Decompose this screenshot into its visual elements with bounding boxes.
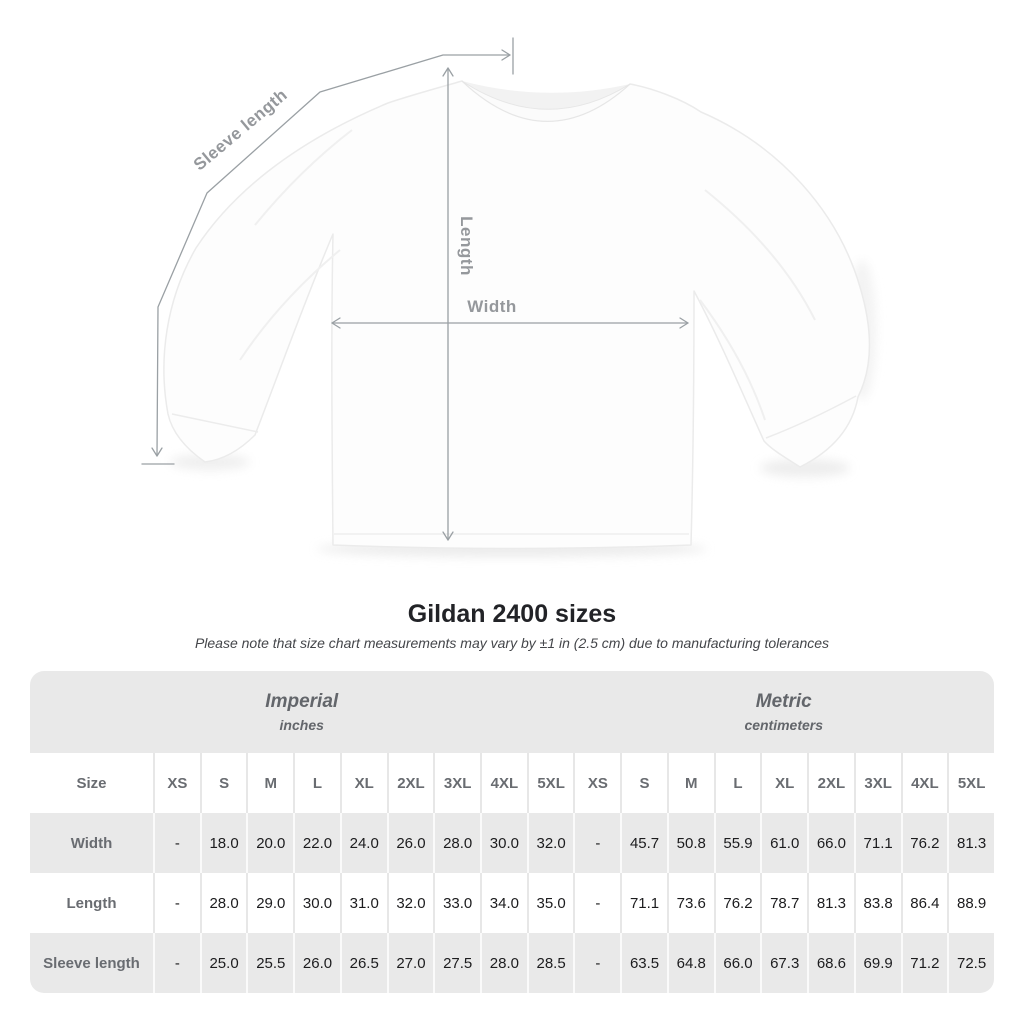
measurement-value: 69.9: [854, 933, 901, 993]
measurement-value: 66.0: [714, 933, 761, 993]
measurement-value: 25.5: [246, 933, 293, 993]
unit-header-row: [30, 671, 994, 753]
measurement-value: 30.0: [293, 873, 340, 933]
measurement-value: 67.3: [760, 933, 807, 993]
measurement-value: 31.0: [340, 873, 387, 933]
measurement-value: 45.7: [620, 813, 667, 873]
measurement-value: 64.8: [667, 933, 714, 993]
measurement-value: 55.9: [714, 813, 761, 873]
size-header-imperial-s: S: [200, 753, 247, 813]
measurement-value: -: [573, 813, 620, 873]
measurement-value: 30.0: [480, 813, 527, 873]
size-column-header: Size: [30, 753, 153, 813]
size-header-metric-m: M: [667, 753, 714, 813]
tolerance-note: Please note that size chart measurements may vary by ±1 in (2.5 cm) due to manufacturing tolerances: [194, 635, 830, 651]
inches-label: inches: [279, 717, 324, 733]
measurement-value: 20.0: [246, 813, 293, 873]
measurement-value: 28.5: [527, 933, 574, 993]
measurement-value: 25.0: [200, 933, 247, 993]
measurement-value: 81.3: [947, 813, 994, 873]
size-header-metric-4xl: 4XL: [901, 753, 948, 813]
measurement-value: 26.0: [293, 933, 340, 993]
measurement-value: 33.0: [433, 873, 480, 933]
page-title: Gildan 2400 sizes: [407, 600, 617, 628]
size-header-imperial-xl: XL: [340, 753, 387, 813]
measurement-value: 35.0: [527, 873, 574, 933]
size-header-metric-2xl: 2XL: [807, 753, 854, 813]
unit-group-metric: [573, 671, 994, 753]
size-header-metric-5xl: 5XL: [947, 753, 994, 813]
measurement-value: 73.6: [667, 873, 714, 933]
measurement-value: 34.0: [480, 873, 527, 933]
measurement-value: 32.0: [527, 813, 574, 873]
measurement-value: 76.2: [714, 873, 761, 933]
size-header-metric-xs: XS: [573, 753, 620, 813]
imperial-label: Imperial: [265, 691, 339, 712]
measurement-value: 71.2: [901, 933, 948, 993]
centimeters-label: centimeters: [744, 717, 824, 733]
measurement-value: 83.8: [854, 873, 901, 933]
size-header-metric-3xl: 3XL: [854, 753, 901, 813]
measurement-value: 86.4: [901, 873, 948, 933]
measurement-value: -: [153, 813, 200, 873]
measurement-value: 50.8: [667, 813, 714, 873]
sleeve-length-label: Sleeve length: [189, 85, 292, 175]
measurement-value: 81.3: [807, 873, 854, 933]
measurement-row-sleeve-length: [30, 933, 994, 993]
size-header-metric-l: L: [714, 753, 761, 813]
measurement-value: 61.0: [760, 813, 807, 873]
measurement-value: -: [153, 933, 200, 993]
measurement-value: -: [153, 873, 200, 933]
measurement-value: 24.0: [340, 813, 387, 873]
measurement-value: 26.5: [340, 933, 387, 993]
row-label: Length: [30, 873, 153, 933]
measurement-value: 66.0: [807, 813, 854, 873]
measurement-value: 76.2: [901, 813, 948, 873]
row-label: Sleeve length: [30, 933, 153, 993]
measurement-value: 27.5: [433, 933, 480, 993]
size-header-metric-s: S: [620, 753, 667, 813]
measurement-value: 68.6: [807, 933, 854, 993]
measurement-value: 63.5: [620, 933, 667, 993]
measurement-value: 18.0: [200, 813, 247, 873]
measurement-value: 71.1: [854, 813, 901, 873]
measurement-value: 88.9: [947, 873, 994, 933]
size-header-imperial-m: M: [246, 753, 293, 813]
size-header-imperial-2xl: 2XL: [387, 753, 434, 813]
measurement-value: 71.1: [620, 873, 667, 933]
measurement-value: 26.0: [387, 813, 434, 873]
size-header-imperial-4xl: 4XL: [480, 753, 527, 813]
size-chart: [30, 671, 994, 993]
size-header-row: [30, 753, 994, 813]
measurement-value: 32.0: [387, 873, 434, 933]
measurement-value: 22.0: [293, 813, 340, 873]
measurement-value: 28.0: [433, 813, 480, 873]
measurement-value: 29.0: [246, 873, 293, 933]
unit-group-imperial: [30, 671, 573, 753]
size-header-metric-xl: XL: [760, 753, 807, 813]
measurement-value: 72.5: [947, 933, 994, 993]
width-label: Width: [467, 297, 517, 316]
size-header-imperial-l: L: [293, 753, 340, 813]
length-label: Length: [457, 216, 476, 276]
size-chart-table: [30, 671, 994, 993]
size-header-imperial-3xl: 3XL: [433, 753, 480, 813]
measurement-value: -: [573, 933, 620, 993]
measurement-value: 28.0: [200, 873, 247, 933]
measurement-row-length: [30, 873, 994, 933]
measurement-row-width: [30, 813, 994, 873]
measurement-value: 28.0: [480, 933, 527, 993]
measurement-value: 78.7: [760, 873, 807, 933]
measurement-value: -: [573, 873, 620, 933]
size-header-imperial-5xl: 5XL: [527, 753, 574, 813]
metric-label: Metric: [755, 691, 812, 712]
size-header-imperial-xs: XS: [153, 753, 200, 813]
row-label: Width: [30, 813, 153, 873]
measurement-value: 27.0: [387, 933, 434, 993]
